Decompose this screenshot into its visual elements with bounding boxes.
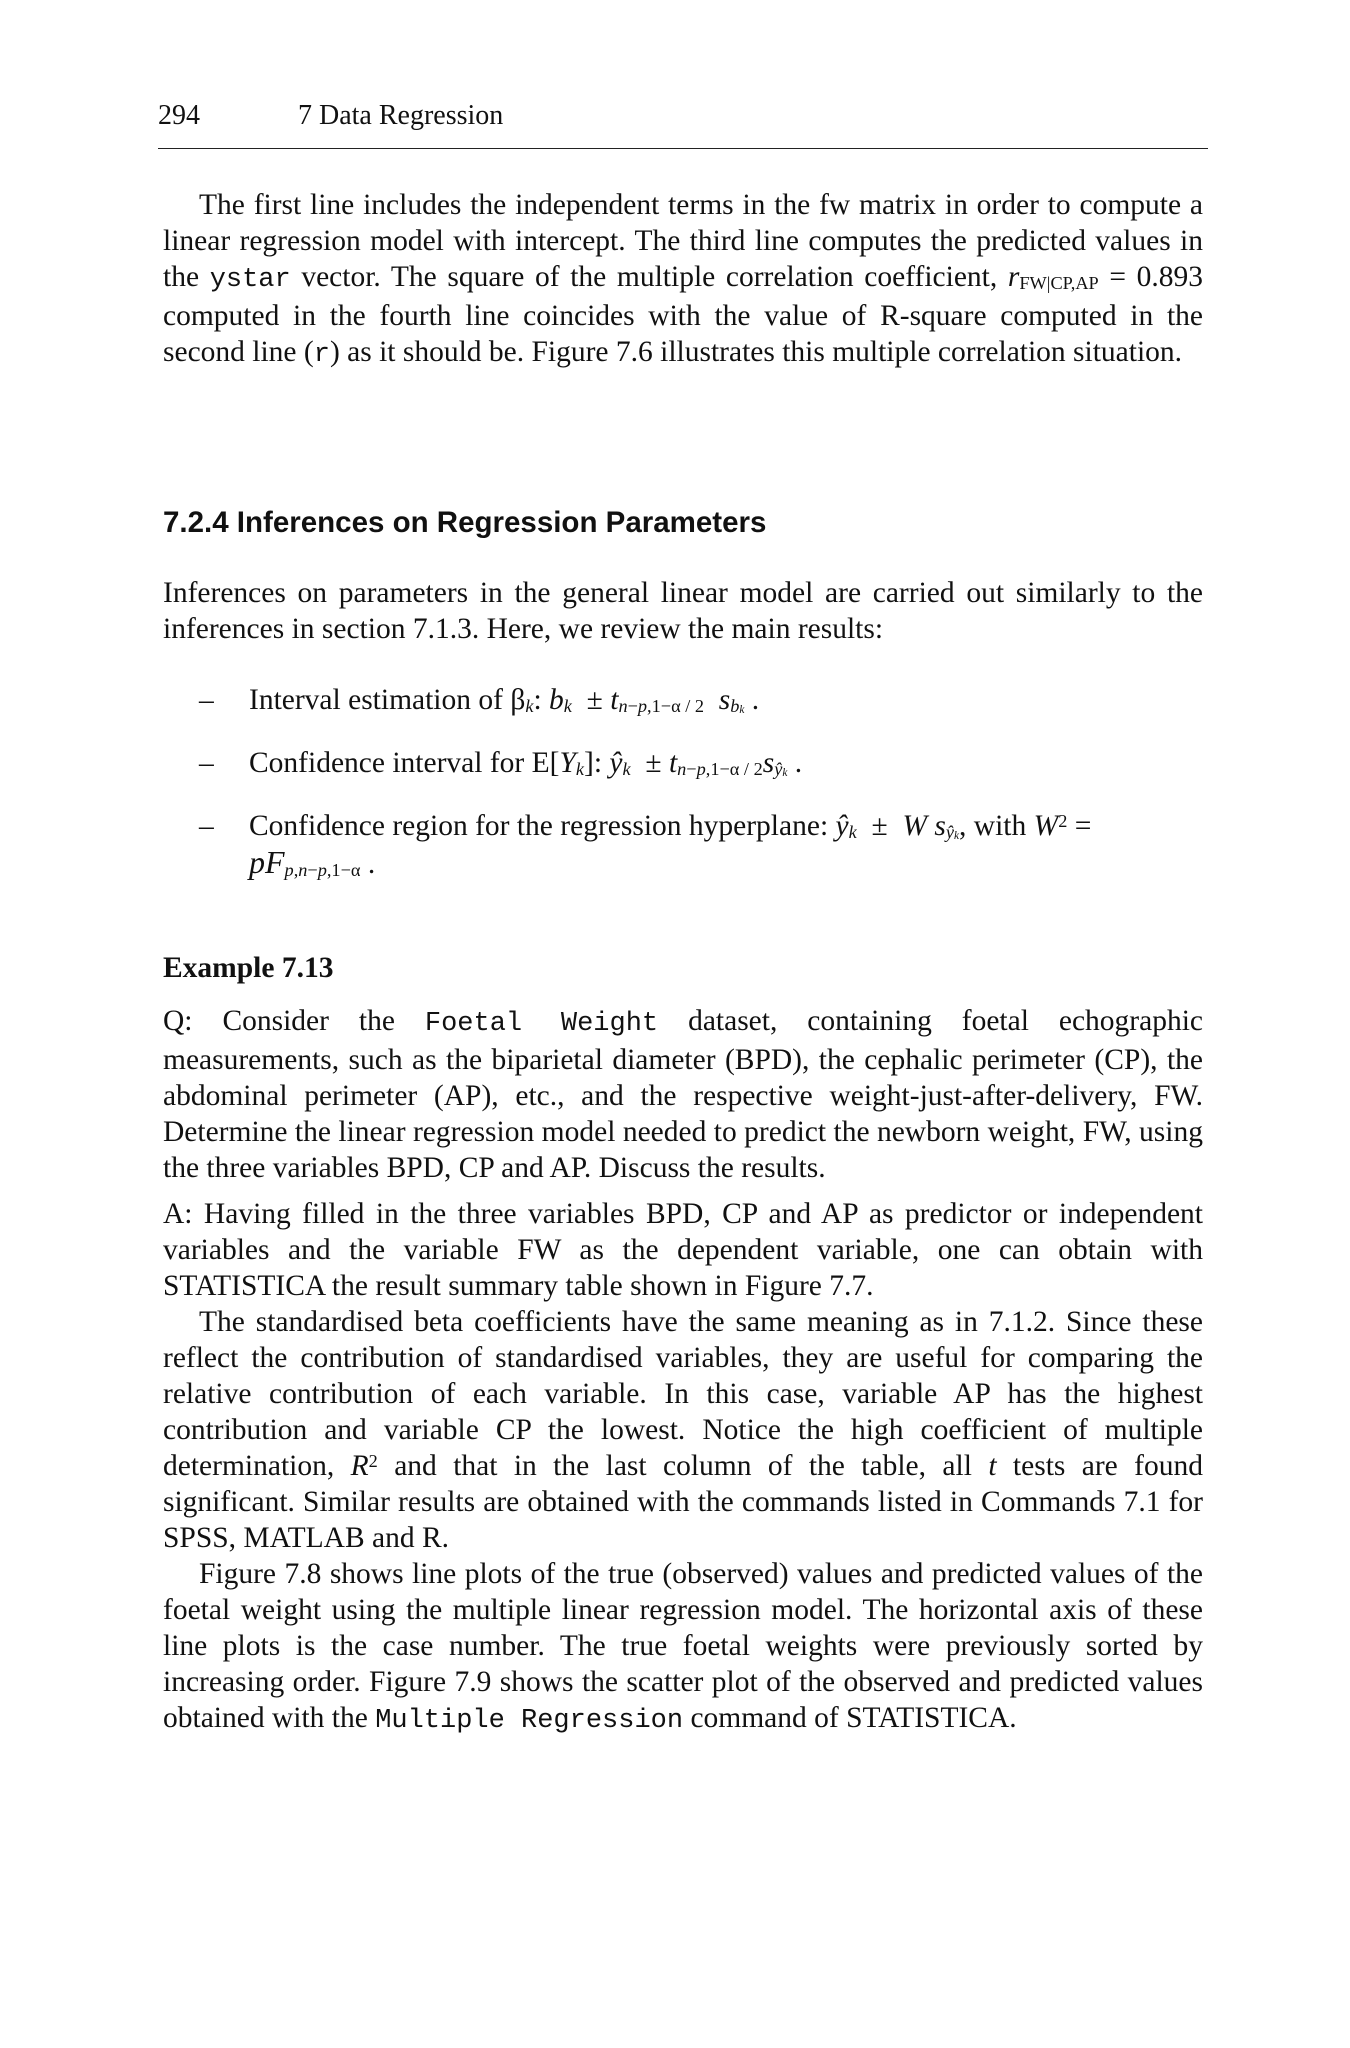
code-r: r bbox=[313, 340, 330, 370]
confidence-formula: $ŷ_k \pm t_{n-p,1-\alpha / 2}s_{ŷ_k}$ . bbox=[609, 747, 803, 780]
intro-text-3: = 0.893 computed in the fourth line coincides with the value of R-square computed in the second line ( bbox=[163, 261, 1204, 368]
section-intro bbox=[163, 575, 1203, 647]
question-text: dataset, containing foetal echographic measurements, such as the biparietal diameter (BPD), the cephalic perimeter (CP), the abdominal perimeter (AP), etc., and the respective weight-just-after-delivery, FW. Determine the linear regression model needed to predict the newborn weight, FW, using the three variables BPD, CP and AP. Discuss the results. bbox=[163, 1005, 1204, 1184]
label-variable: Y bbox=[559, 747, 576, 779]
page-number: 294 bbox=[158, 100, 200, 131]
answer-paragraph: A: Having filled in the three variables BPD, CP and AP as predictor or independent variables and the variable FW as the dependent variable, one can obtain with STATISTICA the result summary table shown in Figure 7.7. bbox=[163, 1198, 1203, 1302]
question-paragraph bbox=[163, 1003, 1203, 1186]
list-dash: – bbox=[199, 810, 214, 842]
running-header bbox=[158, 96, 1208, 149]
example-body bbox=[163, 1003, 1203, 1739]
with-text: , with bbox=[959, 810, 1034, 842]
intro-text-4: ) as it should be. Figure 7.6 illustrates this multiple correlation situation. bbox=[329, 336, 1183, 368]
example-heading: Example 7.13 bbox=[163, 952, 334, 984]
chapter-title: 7 Data Regression bbox=[298, 100, 504, 131]
dataset-name: Foetal Weight bbox=[424, 1009, 659, 1039]
list-dash: – bbox=[199, 684, 214, 716]
intro-paragraph bbox=[163, 187, 1203, 373]
plots-paragraph bbox=[163, 1556, 1203, 1739]
beta-text-1: The standardised beta coefficients have the same meaning as in 7.1.2. Since these reflect the contribution of standardised variables, they are useful for comparing the relative contribution of each variable. In this case, variable AP has the highest contribution and variable CP the lowest. Notice the high coefficient of multiple determination, bbox=[163, 1306, 1203, 1482]
command-name: Multiple Regression bbox=[375, 1706, 684, 1736]
f-formula: $pF_{p,n-p,1-\alpha}$ . bbox=[249, 844, 376, 880]
interval-formula: $b_k \pm t_{n-p,1-\alpha / 2}$ $s_{b_k}$ . bbox=[549, 684, 760, 717]
list-item-label: Confidence region for the regression hyperplane: bbox=[249, 810, 836, 842]
beta-text-3: tests are found significant. Similar results are obtained with the commands listed in Commands 7.1 for SPSS, MATLAB and R. bbox=[163, 1450, 1204, 1554]
plots-text-1: Figure 7.8 shows line plots of the true (observed) values and predicted values of the foetal weight using the multiple linear regression model. The horizontal axis of these line plots is the case number. The true foetal weights were previously sorted by increasing order. Figure 7.9 shows the scatter plot of the observed and predicted values obtained with the bbox=[163, 1558, 1203, 1734]
w-superscript: 2 bbox=[1058, 810, 1068, 831]
section-intro-text: Inferences on parameters in the general linear model are carried out similarly to the inferences in section 7.1.3. Here, we review the main results: bbox=[163, 577, 1203, 645]
hyperplane-formula: $ŷ_k \pm W$ $s_{ŷ_k}$ bbox=[835, 810, 960, 843]
list-item bbox=[163, 745, 1203, 781]
r-squared-exponent: 2 bbox=[368, 1450, 378, 1471]
t-symbol: t bbox=[988, 1450, 997, 1482]
r-subscript: FW|CP,AP bbox=[1019, 272, 1099, 293]
section-heading: 7.2.4 Inferences on Regression Parameters bbox=[163, 506, 767, 539]
question-prefix: Q: Consider the bbox=[163, 1005, 425, 1037]
list-item bbox=[163, 808, 1203, 882]
list-item-label: Confidence interval for E[ bbox=[249, 747, 560, 779]
label-colon: ]: bbox=[584, 747, 610, 779]
code-ystar: ystar bbox=[209, 265, 291, 295]
results-list bbox=[163, 682, 1203, 909]
w-symbol: W bbox=[1033, 810, 1059, 842]
intro-text-1: The first line includes the independent terms in the fw matrix in order to compute a linear regression model with intercept. The third line computes the predicted values in the bbox=[163, 189, 1203, 293]
intro-text-2: vector. The square of the multiple correlation coefficient, bbox=[290, 261, 1008, 293]
label-subscript: k bbox=[575, 758, 584, 779]
plots-text-2: command of STATISTICA. bbox=[683, 1702, 1017, 1734]
equals-sign: = bbox=[1067, 810, 1092, 842]
r-squared-symbol: R bbox=[350, 1450, 369, 1482]
label-colon: : bbox=[533, 684, 550, 716]
beta-text-2: and that in the last column of the table, all bbox=[377, 1450, 989, 1482]
list-item-label: Interval estimation of β bbox=[249, 684, 526, 716]
list-dash: – bbox=[199, 747, 214, 779]
label-subscript: k bbox=[525, 695, 534, 716]
list-item bbox=[163, 682, 1203, 718]
r-symbol: r bbox=[1007, 261, 1020, 293]
beta-paragraph bbox=[163, 1304, 1203, 1556]
